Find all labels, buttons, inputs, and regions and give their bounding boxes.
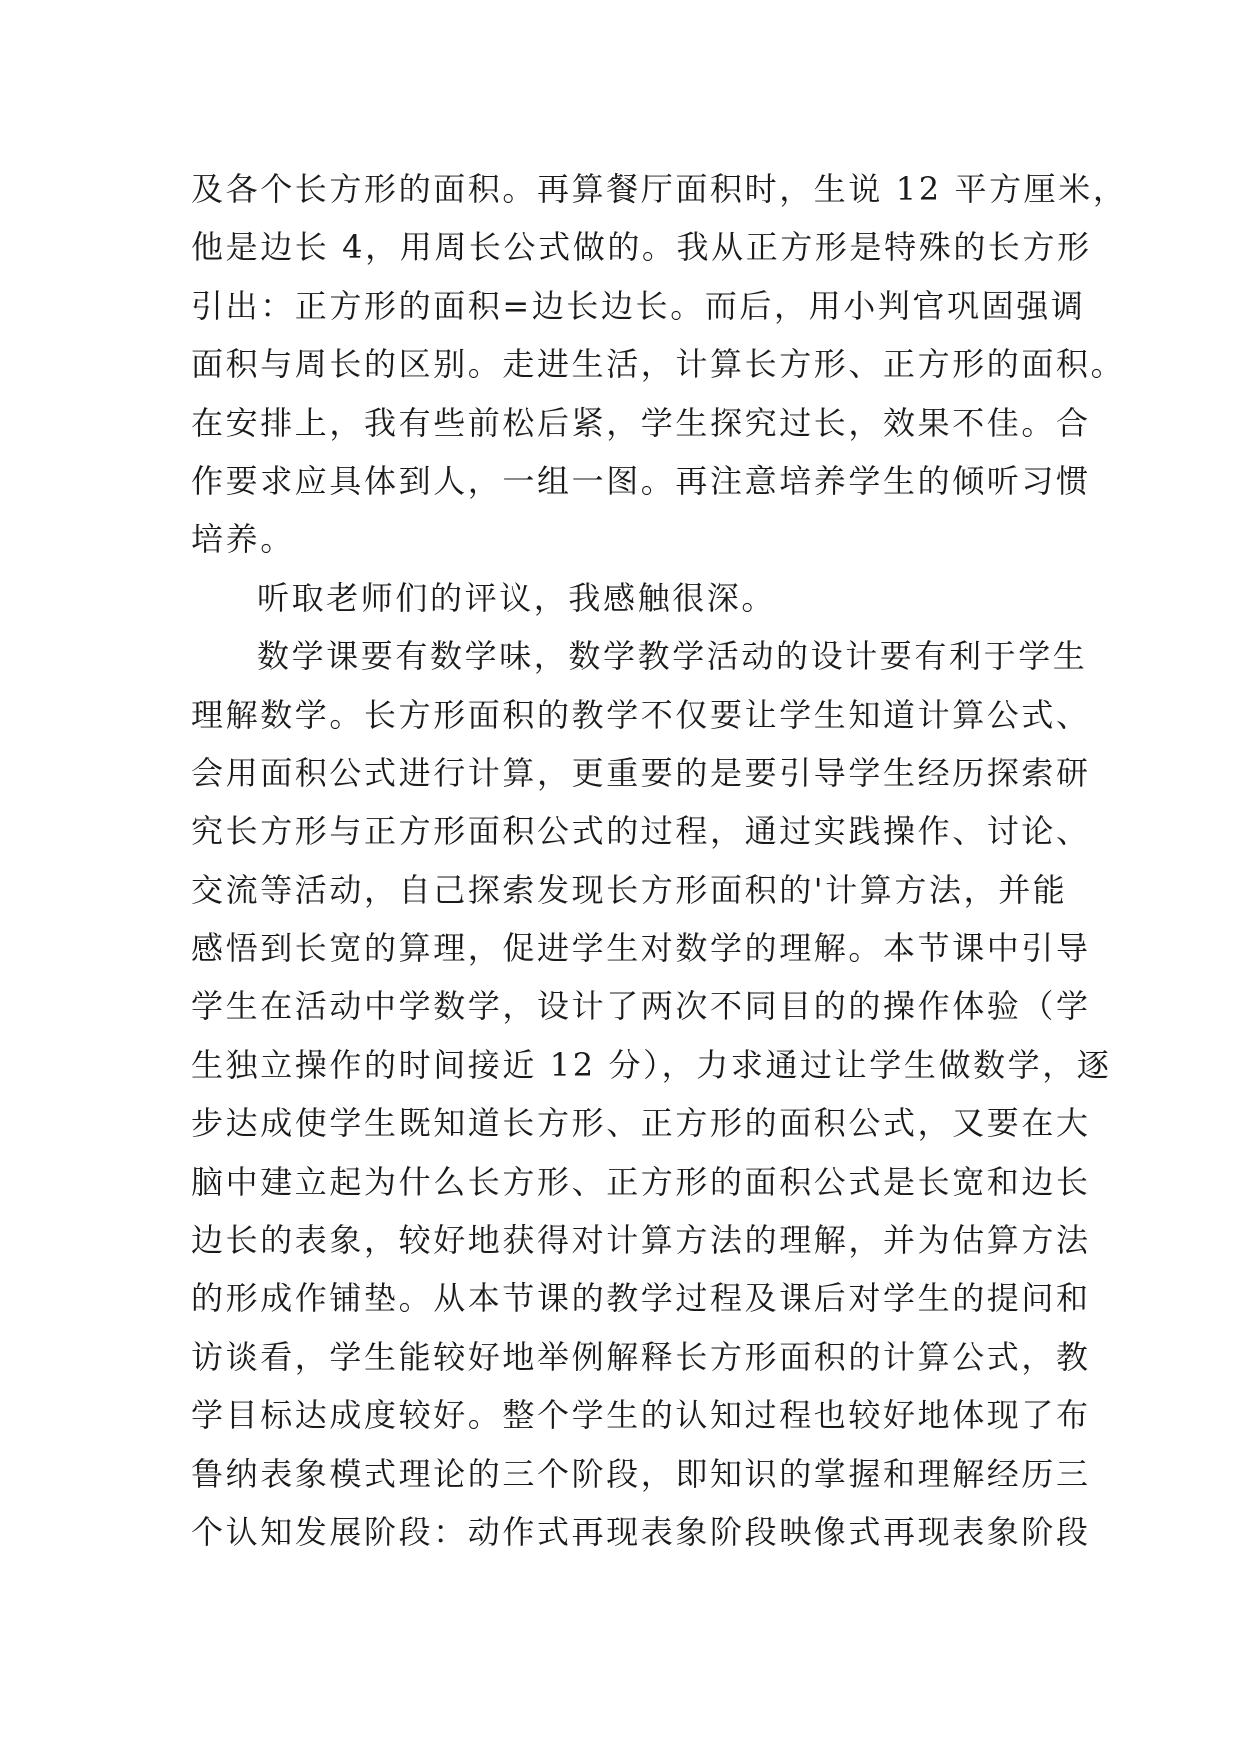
text-line: 及各个长方形的面积。再算餐厅面积时，生说 12 平方厘米， xyxy=(191,170,1128,208)
text-line: 鲁纳表象模式理论的三个阶段，即知识的掌握和理解经历三 xyxy=(191,1454,1091,1493)
text-line: 面积与周长的区别。走进生活，计算长方形、正方形的面积。 xyxy=(191,345,1126,384)
body-text xyxy=(191,160,1128,1561)
text-line: 个认知发展阶段：动作式再现表象阶段映像式再现表象阶段 xyxy=(191,1512,1091,1551)
text-line: 边长的表象，较好地获得对计算方法的理解，并为估算方法 xyxy=(191,1221,1091,1260)
text-line: 学目标达成度较好。整个学生的认知过程也较好地体现了布 xyxy=(191,1396,1091,1435)
text-line: 引出：正方形的面积=边长边长。而后，用小判官巩固强调 xyxy=(191,286,1086,325)
paragraph-start-line: 听取老师们的评议，我感触很深。 xyxy=(257,578,777,617)
paragraph-start-line: 数学课要有数学味，数学教学活动的设计要有利于学生 xyxy=(257,637,1088,676)
text-line: 理解数学。长方形面积的教学不仅要让学生知道计算公式、 xyxy=(191,695,1091,734)
text-line: 会用面积公式进行计算，更重要的是要引导学生经历探索研 xyxy=(191,753,1091,792)
text-line: 究长方形与正方形面积公式的过程，通过实践操作、讨论、 xyxy=(191,812,1091,851)
text-line: 作要求应具体到人，一组一图。再注意培养学生的倾听习惯 xyxy=(191,461,1091,500)
text-line: 培养。 xyxy=(191,520,295,559)
text-line: 学生在活动中学数学，设计了两次不同目的的操作体验（学 xyxy=(191,987,1091,1026)
text-line: 步达成使学生既知道长方形、正方形的面积公式，又要在大 xyxy=(191,1104,1091,1143)
text-line: 访谈看，学生能较好地举例解释长方形面积的计算公式，教 xyxy=(191,1337,1091,1376)
text-line: 在安排上，我有些前松后紧，学生探究过长，效果不佳。合 xyxy=(191,403,1091,442)
text-line: 脑中建立起为什么长方形、正方形的面积公式是长宽和边长 xyxy=(191,1162,1091,1201)
text-line: 感悟到长宽的算理，促进学生对数学的理解。本节课中引导 xyxy=(191,929,1091,968)
text-line: 的形成作铺垫。从本节课的教学过程及课后对学生的提问和 xyxy=(191,1279,1091,1318)
text-line: 交流等活动，自己探索发现长方形面积的'计算方法，并能 xyxy=(191,870,1068,909)
text-line: 生独立操作的时间接近 12 分），力求通过让学生做数学，逐 xyxy=(191,1045,1112,1084)
text-line: 他是边长 4，用周长公式做的。我从正方形是特殊的长方形 xyxy=(191,228,1092,267)
